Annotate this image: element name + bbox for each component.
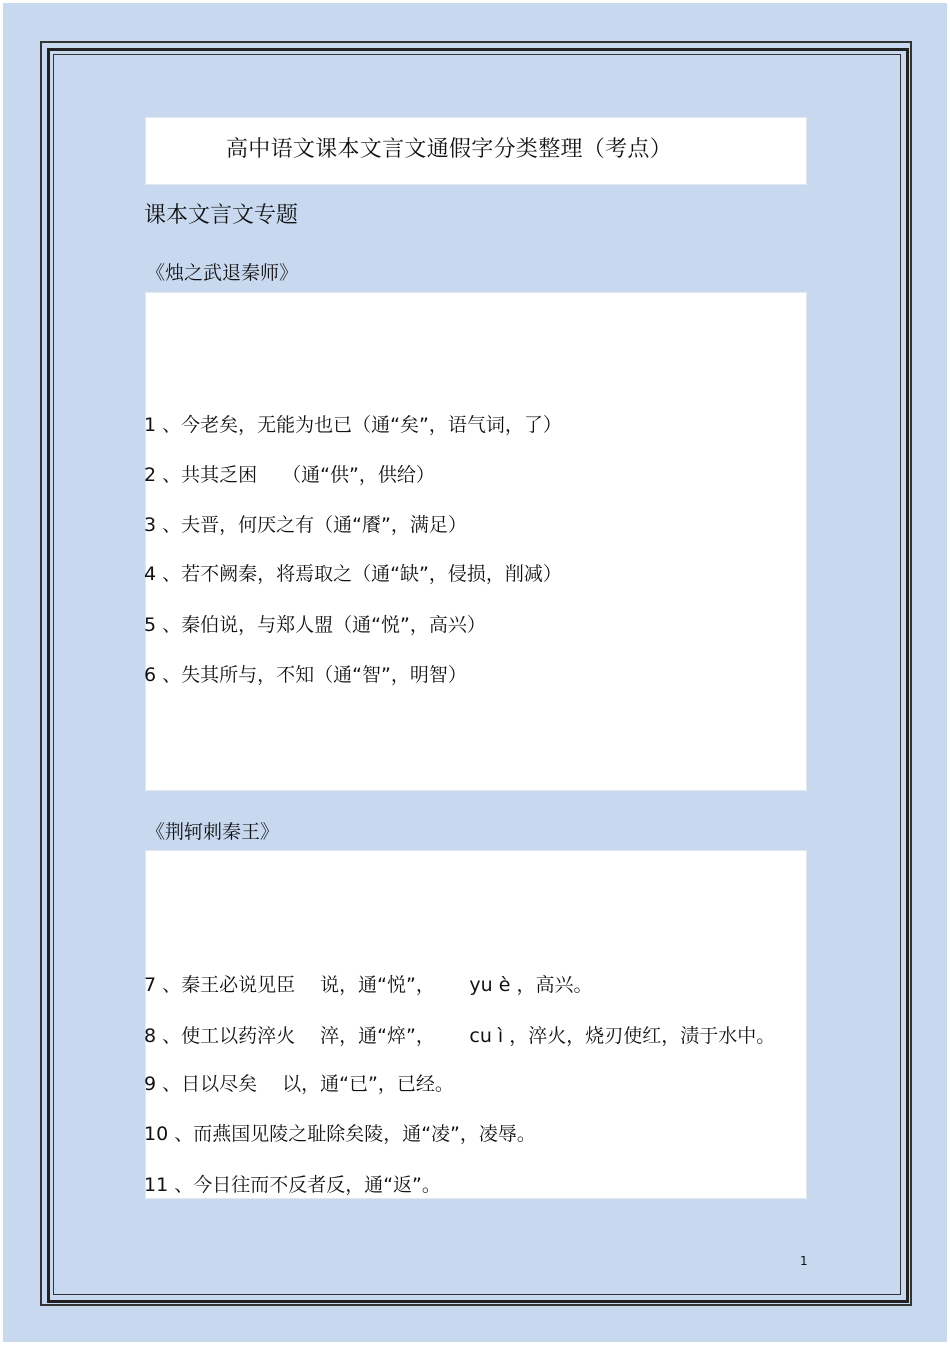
subject-heading: 课本文言文专题	[144, 203, 299, 228]
list-item: 3 、夫晋，何厌之有（通“餍”，满足）	[144, 514, 467, 536]
section-title-zhuzhiwu: 《烛之武退秦师》	[146, 262, 299, 284]
list-item: 7 、秦王必说见臣 说，通“悦”， yu è ，高兴。	[144, 974, 593, 996]
section-content-box	[146, 293, 806, 790]
section-title-jingke: 《荆轲刺秦王》	[146, 821, 280, 843]
document-title: 高中语文课本文言文通假字分类整理（考点）	[226, 137, 673, 162]
list-item: 10 、而燕国见陵之耻除矣陵，通“凌”，凌辱。	[144, 1123, 536, 1145]
list-item: 9 、日以尽矣 以，通“已”，已经。	[144, 1073, 454, 1095]
list-item: 5 、秦伯说，与郑人盟（通“悦”，高兴）	[144, 614, 486, 636]
list-item: 4 、若不阙秦，将焉取之（通“缺”，侵损，削减）	[144, 563, 562, 585]
list-item: 2 、共其乏困 （通“供”，供给）	[144, 464, 435, 486]
list-item: 11 、今日往而不反者反，通“返”。	[144, 1174, 441, 1196]
list-item: 1 、今老矣，无能为也已（通“矣”，语气词，了）	[144, 414, 562, 436]
page-number: 1	[800, 1254, 808, 1268]
list-item: 6 、失其所与，不知（通“智”，明智）	[144, 664, 467, 686]
list-item: 8 、使工以药淬火 淬，通“焠”， cu ì ，淬火，烧刃使红，渍于水中。	[144, 1025, 776, 1047]
